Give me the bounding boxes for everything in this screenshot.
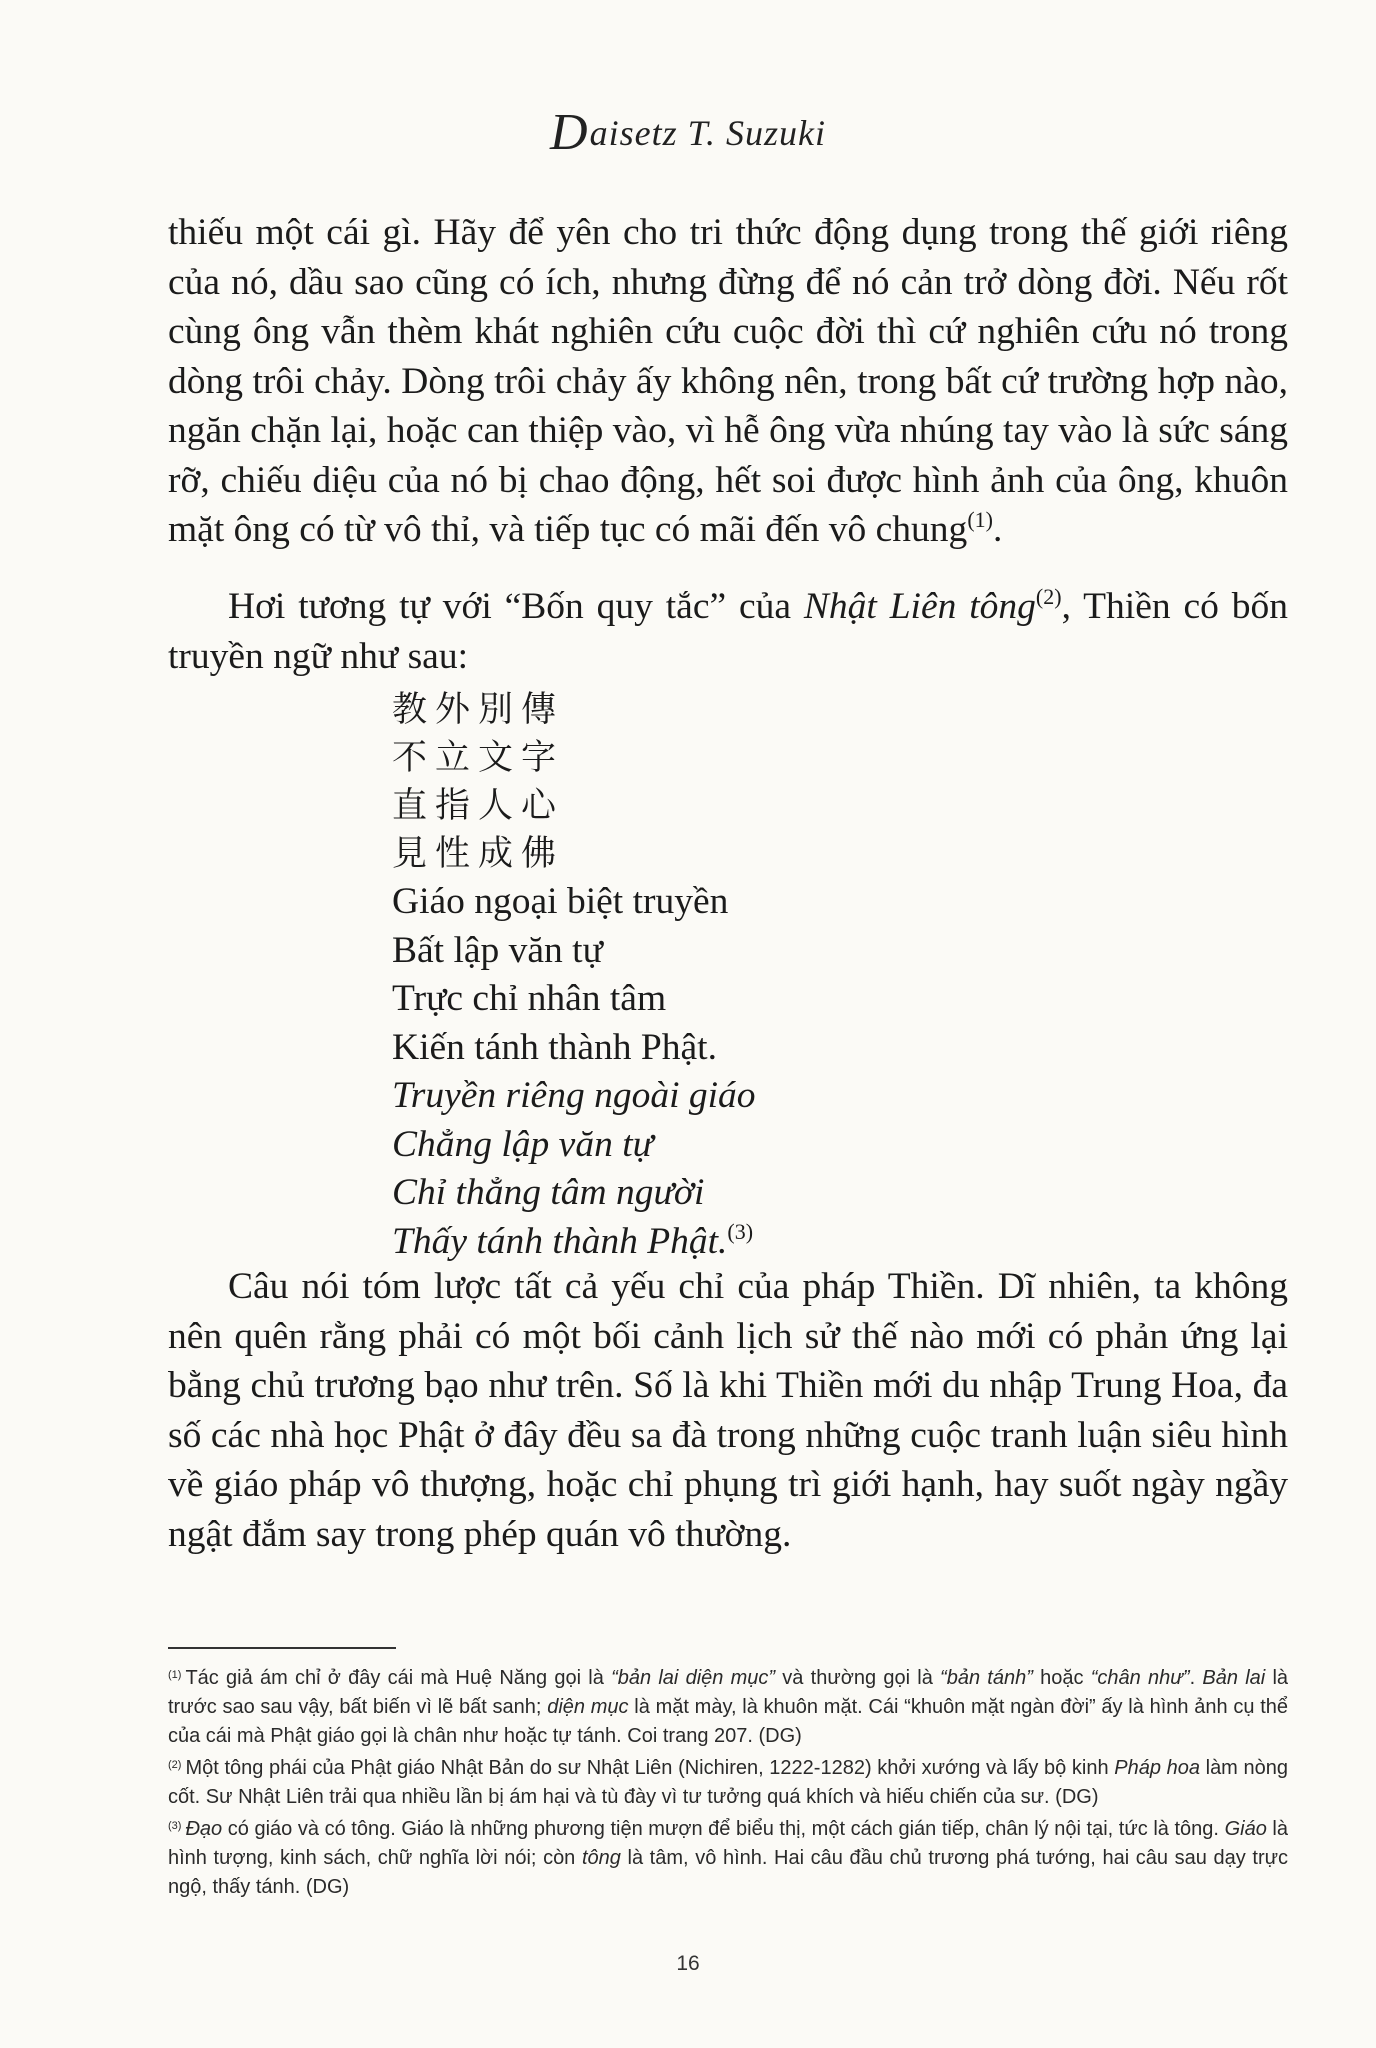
verse-last-line (392, 1218, 756, 1267)
paragraph-3-text: Câu nói tóm lược tất cả yếu chỉ của pháp Thiền. Dĩ nhiên, ta không nên quên rằng phải có một bối cảnh lịch sử thế nào mới có phản ứng lại bằng chủ trương bạo như trên. Số là khi Thiền mới du nhập Trung Hoa, đa số các nhà học Phật ở đây đều sa đà trong những cuộc tranh luận siêu hình về giáo pháp vô thượng, hoặc chỉ phụng trì giới hạnh, hay suốt ngày ngầy ngật đắm say trong phép quán vô thường. (168, 1266, 1288, 1555)
footnote-text: Tác giả ám chỉ ở đây cái mà Huệ Năng gọi là (185, 1667, 612, 1689)
footnote-text: là trước sao sau vậy, bất biến vì lẽ bất sanh; (168, 1667, 1289, 1718)
verse-sino-line: Trực chỉ nhân tâm (392, 978, 667, 1019)
footnote-italic-text: Đạo (185, 1818, 223, 1840)
footnote-italic-text: “bản lai diện mục” (611, 1667, 776, 1689)
footnote-text: có giáo và có tông. Giáo là những phương tiện mượn để biểu thị, một cách gián tiếp, chân lý nội tại, tức là tông. (222, 1818, 1225, 1840)
footnote-text: là hình tượng, kinh sách, chữ nghĩa lời nói; còn (168, 1818, 1289, 1869)
footnote-1 (168, 1661, 1288, 1751)
verse-chinese-line: 見性成佛 (392, 834, 565, 874)
paragraph-1-text: thiếu một cái gì. Hãy để yên cho tri thức động dụng trong thế giới riêng của nó, dầu sao cũng có ích, nhưng đừng để nó cản trở dòng đời. Nếu rốt cùng ông vẫn thèm khát nghiên cứu cuộc đời thì cứ nghiên cứu nó trong dòng trôi chảy. Dòng trôi chảy ấy không nên, trong bất cứ trường hợp nào, ngăn chặn lại, hoặc can thiệp vào, vì hễ ông vừa nhúng tay vào là sức sáng rỡ, chiếu diệu của nó bị chao động, hết soi được hình ảnh của ông, khuôn mặt ông có từ vô thỉ, và tiếp tục có mãi đến vô chung (168, 212, 1288, 550)
verse-sino-line: Kiến tánh thành Phật. (392, 1026, 717, 1068)
paragraph-3 (168, 1262, 1288, 1559)
page-number: 16 (676, 1952, 700, 1975)
verse-chinese-line: 不立文字 (392, 738, 565, 778)
paragraph-2 (168, 582, 1288, 681)
verse-translation-line: Chỉ thẳng tâm người (392, 1172, 705, 1213)
verse-translation-line: Chẳng lập văn tự (392, 1123, 654, 1165)
footnote-italic-text: “chân như” (1090, 1667, 1190, 1689)
running-header (0, 103, 1376, 162)
verse-chinese-line: 教外別傳 (392, 690, 565, 730)
author-initial: D (550, 104, 589, 161)
paragraph-2-before: Hơi tương tự với “Bốn quy tắc” của (228, 586, 804, 627)
footnote-text: là mặt mày, là khuôn mặt. Cái “khuôn mặt ngàn đời” ấy là hình ảnh cụ thể của cái mà Phật giáo gọi là chân như hoặc tự tánh. Coi trang 207. (DG) (168, 1696, 1288, 1747)
footnote-italic-text: “bản tánh” (940, 1667, 1033, 1689)
verse-sino-line: Giáo ngoại biệt truyền (392, 881, 729, 922)
footnote-ref-3[interactable]: (3) (727, 1218, 754, 1244)
footnote-mark: (2) (168, 1759, 182, 1771)
verse-translation-line: Truyền riêng ngoài giáo (392, 1075, 756, 1116)
verse-translation-line: Thấy tánh thành Phật. (392, 1220, 728, 1262)
footnote-text: và thường gọi là (775, 1667, 941, 1689)
paragraph-1-end: . (992, 509, 1003, 550)
footnote-ref-1[interactable]: (1) (967, 507, 993, 532)
footnote-italic-text: diện mục (547, 1696, 629, 1718)
footnote-2 (168, 1751, 1288, 1812)
footnote-text: là tâm, vô hình. Hai câu đầu chủ trương phá tướng, hai câu sau dạy trực ngộ, thấy tánh. (DG) (168, 1847, 1288, 1898)
paragraph-2-after: , Thiền có bốn truyền ngữ như sau: (168, 586, 1288, 677)
footnote-italic-text: tông (581, 1847, 621, 1869)
footnote-italic-text: Giáo (1224, 1818, 1267, 1840)
footnote-mark: (3) (168, 1820, 182, 1832)
paragraph-1 (168, 208, 1288, 555)
footnote-ref-2[interactable]: (2) (1035, 584, 1062, 609)
footnote-divider (168, 1647, 396, 1649)
footnote-text: Một tông phái của Phật giáo Nhật Bản do sư Nhật Liên (Nichiren, 1222-1282) khởi xướng và lấy bộ kinh (185, 1757, 1115, 1779)
author-name: aisetz T. Suzuki (589, 113, 826, 153)
footnote-text: . (1189, 1667, 1203, 1689)
paragraph-2-italic: Nhật Liên tông (803, 586, 1036, 627)
footnote-text: hoặc (1032, 1667, 1091, 1689)
footnote-mark: (1) (168, 1669, 182, 1681)
footnotes (168, 1661, 1288, 1902)
footnote-italic-text: Bản lai (1202, 1667, 1266, 1689)
footnote-italic-text: Pháp hoa (1114, 1757, 1200, 1779)
footnote-text: làm nòng cốt. Sư Nhật Liên trải qua nhiều lần bị ám hại và tù đày vì tư tưởng quá khích và hiếu chiến của sư. (DG) (168, 1757, 1288, 1808)
verse-chinese-line: 直指人心 (392, 786, 565, 826)
footnote-3 (168, 1812, 1288, 1902)
verse-sino-line: Bất lập văn tự (392, 929, 603, 971)
verse-block (392, 686, 756, 1266)
